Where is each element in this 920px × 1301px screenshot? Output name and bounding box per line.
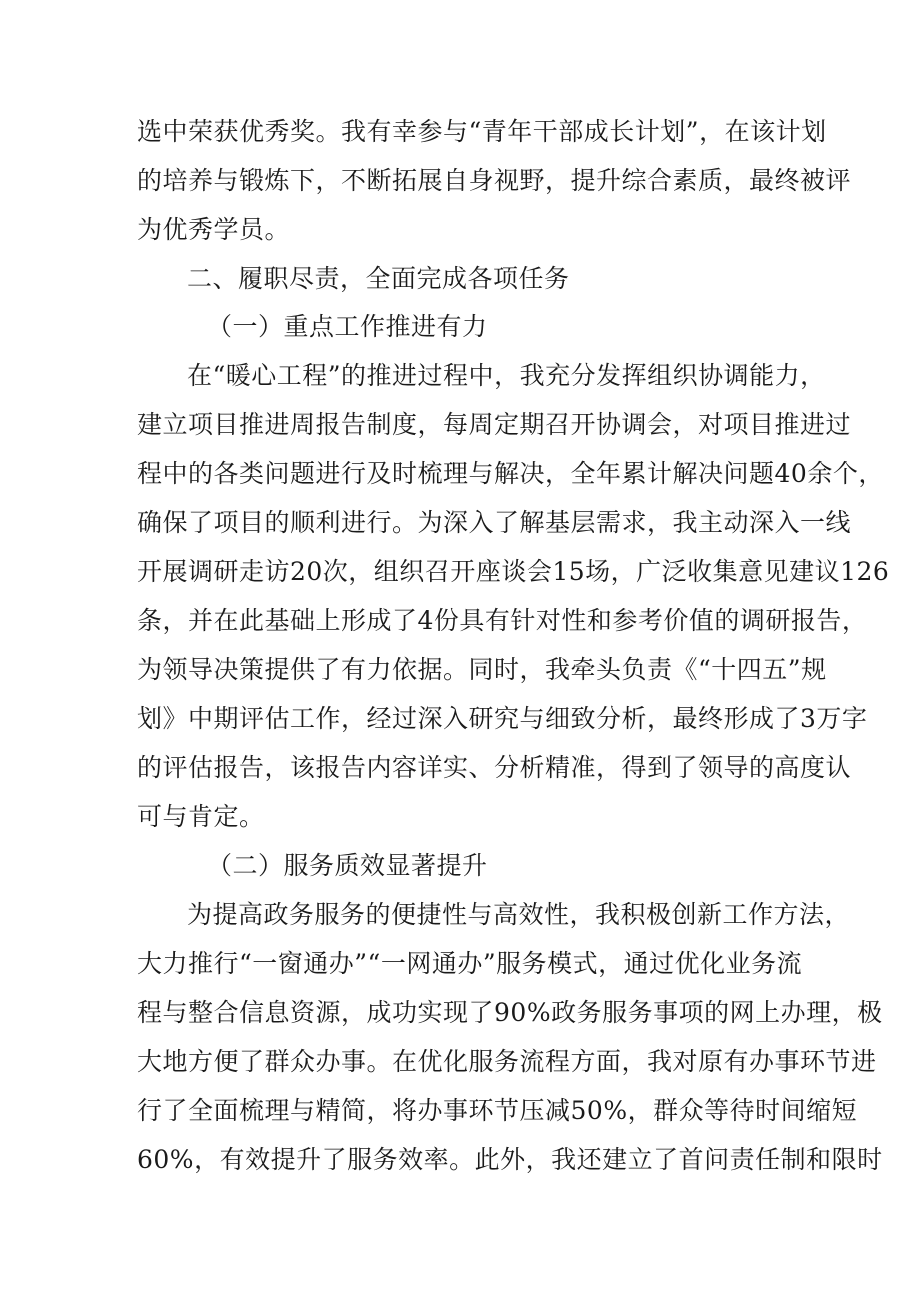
body-text-line: 大力推行“一窗通办”“一网通办”服务模式，通过优化业务流 — [137, 949, 803, 978]
body-text-line: 选中荣获优秀奖。我有幸参与“青年干部成长计划”，在该计划 — [137, 117, 827, 146]
body-text-line: 为优秀学员。 — [137, 215, 291, 244]
body-text-line: 为提高政务服务的便捷性与高效性，我积极创新工作方法， — [187, 900, 851, 929]
body-text-line: 的评估报告，该报告内容详实、分析精准，得到了领导的高度认 — [137, 753, 852, 782]
body-text-line: 程中的各类问题进行及时梳理与解决，全年累计解决问题40余个， — [137, 459, 884, 488]
body-text-line: 为领导决策提供了有力依据。同时，我牵头负责《“十四五”规 — [137, 655, 827, 684]
body-text-line: 在“暖心工程”的推进过程中，我充分发挥组织协调能力， — [187, 361, 826, 390]
body-text-line: 确保了项目的顺利进行。为深入了解基层需求，我主动深入一线 — [137, 508, 852, 537]
subsection-heading: （二）服务质效显著提升 — [207, 851, 488, 880]
body-text-line: 条，并在此基础上形成了4份具有针对性和参考价值的调研报告， — [137, 606, 868, 635]
body-text-line: 开展调研走访20次，组织召开座谈会15场，广泛收集意见建议126 — [137, 557, 890, 586]
subsection-heading: （一）重点工作推进有力 — [207, 312, 488, 341]
body-text-line: 的培养与锻炼下，不断拓展自身视野，提升综合素质，最终被评 — [137, 166, 852, 195]
body-text-line: 60%，有效提升了服务效率。此外，我还建立了首问责任制和限时 — [137, 1145, 883, 1174]
body-text-line: 程与整合信息资源，成功实现了90%政务服务事项的网上办理，极 — [137, 998, 883, 1027]
body-text-line: 行了全面梳理与精简，将办事环节压减50%，群众等待时间缩短 — [137, 1096, 858, 1125]
body-text-line: 大地方便了群众办事。在优化服务流程方面，我对原有办事环节进 — [137, 1047, 877, 1076]
section-heading: 二、履职尽责，全面完成各项任务 — [187, 264, 570, 293]
body-text-line: 可与肯定。 — [137, 802, 265, 831]
body-text-line: 建立项目推进周报告制度，每周定期召开协调会，对项目推进过 — [137, 410, 852, 439]
body-text-line: 划》中期评估工作，经过深入研究与细致分析，最终形成了3万字 — [137, 704, 868, 733]
